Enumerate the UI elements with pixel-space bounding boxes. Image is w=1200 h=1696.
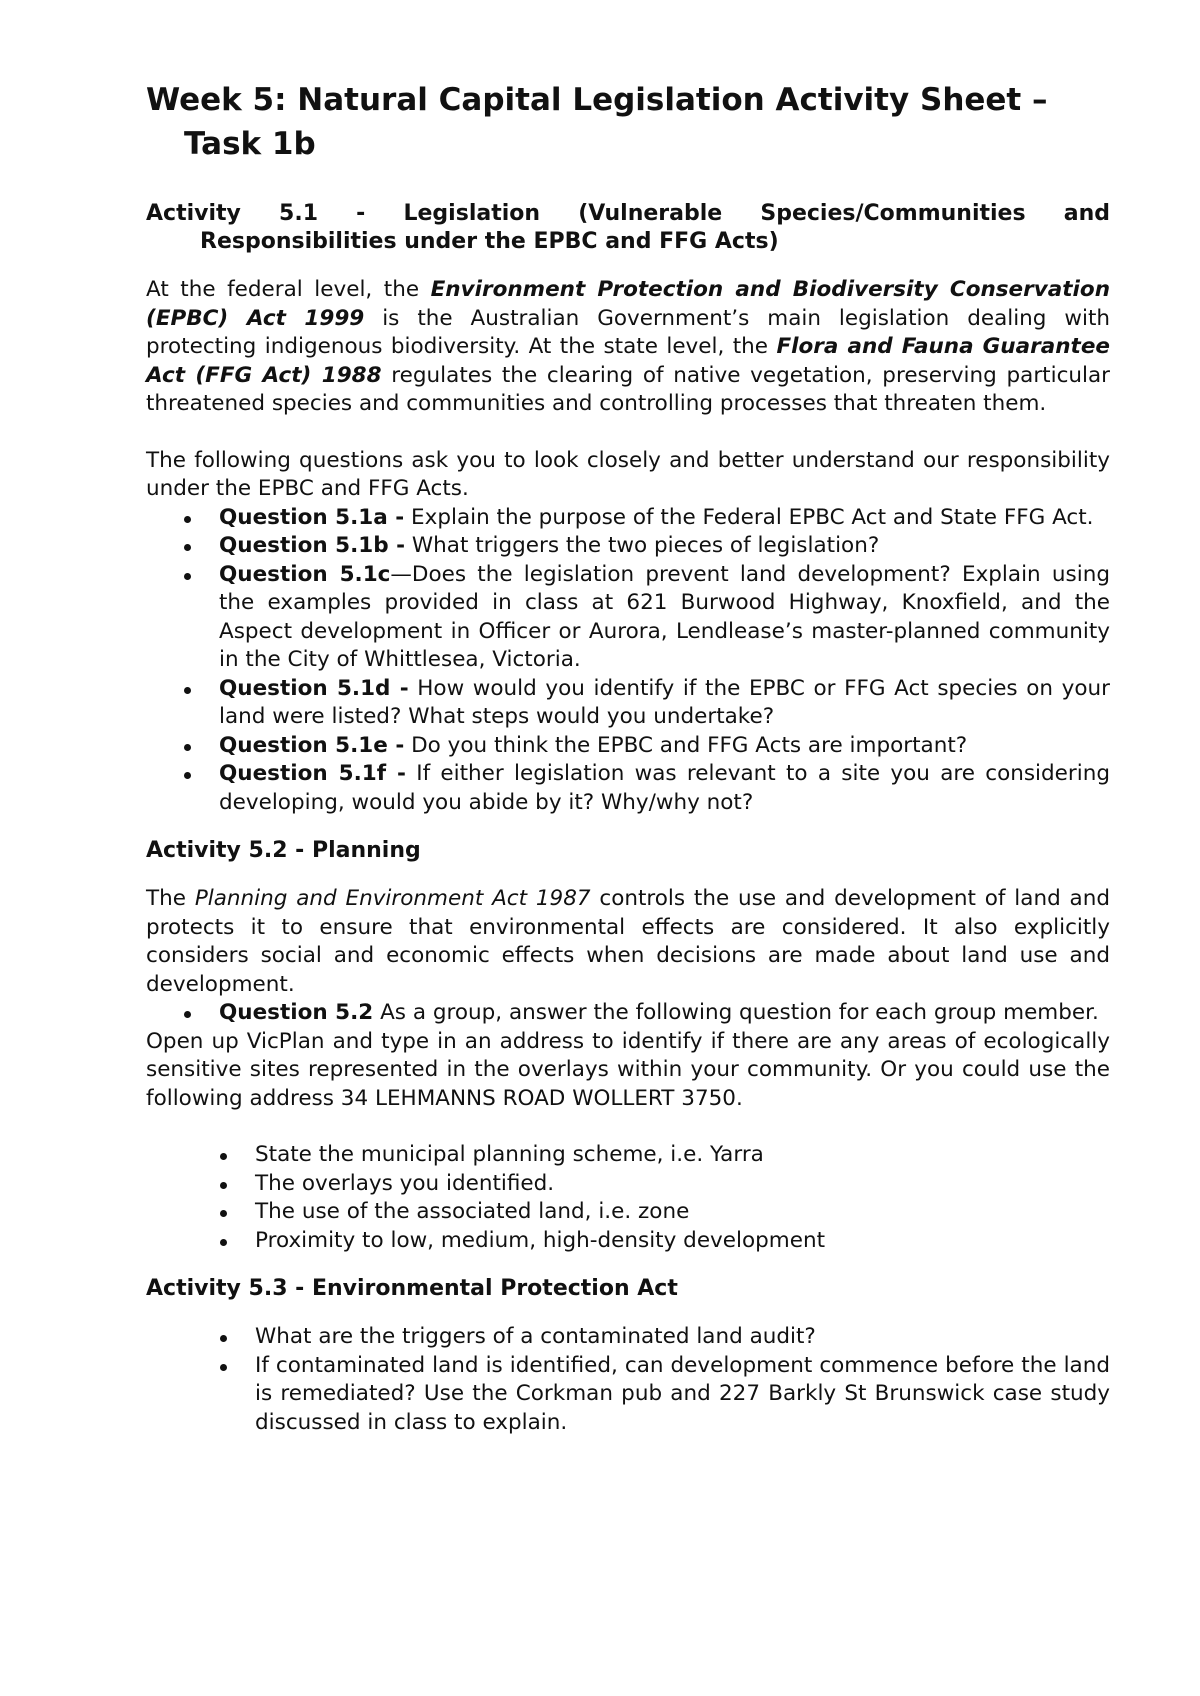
list-item: The overlays you identified. <box>146 1170 1110 1199</box>
question-5-2 <box>146 999 1110 1028</box>
bullet-icon <box>220 1210 227 1217</box>
activity-5-3-bullets <box>146 1323 1110 1437</box>
bullet-icon <box>220 1239 227 1246</box>
bullet-icon <box>220 1335 227 1342</box>
intro-text-2: controls the use and development of land and protects it to ensure that environmental effects are considered. It also explicitly considers social and economic effects when decisions are made about land use and development. <box>146 886 1110 997</box>
bullet-icon <box>220 1182 227 1189</box>
list-item: State the municipal planning scheme, i.e. Yarra <box>146 1141 1110 1170</box>
question-label: Question 5.1e - <box>219 732 405 758</box>
question-text: —Does the legislation prevent land development? Explain using the examples provided in class at 621 Burwood Highway, Knoxfield, and the Aspect development in Officer or Aurora, Lendlease’s master-planned community in the City of Whittlesea, Victoria. <box>219 561 1110 672</box>
intro-text-1: At the federal level, the <box>146 277 431 302</box>
document-title: Week 5: Natural Capital Legislation Activity Sheet – Task 1b <box>146 82 1048 162</box>
bullet-icon <box>220 1364 227 1371</box>
question-5-1e <box>146 732 1110 761</box>
question-5-1a <box>146 504 1110 533</box>
activity-5-1-questions <box>146 504 1110 818</box>
activity-5-1 <box>146 200 1110 817</box>
intro-text-2: is the Australian Government’s main legislation dealing with protecting indigenous biodiversity. At the state level, the <box>146 305 1111 359</box>
question-label: Question 5.1f - <box>219 761 406 786</box>
bullet-icon <box>184 772 191 779</box>
bullet-icon <box>184 687 191 694</box>
question-label: Question 5.1a - <box>219 504 405 530</box>
intro-text-3: regulates the clearing of native vegetation, preserving particular threatened species and communities and controlling processes that threaten them. <box>146 362 1110 416</box>
question-5-1f <box>146 760 1110 817</box>
bullet-icon <box>184 1011 191 1018</box>
question-text: As a group, answer the following question for each group member. <box>373 1000 1099 1025</box>
bullet-icon <box>220 1153 227 1160</box>
question-label: Question 5.1b - <box>219 533 406 558</box>
question-label: Question 5.1c <box>219 561 391 587</box>
activity-5-3 <box>146 1275 1110 1437</box>
list-item: Proximity to low, medium, high-density development <box>146 1227 1110 1256</box>
list-item: What are the triggers of a contaminated land audit? <box>146 1323 1110 1352</box>
planning-act-name: Planning and Environment Act 1987 <box>194 886 591 911</box>
bullet-icon <box>184 573 191 580</box>
bullet-icon <box>184 516 191 523</box>
question-text: If either legislation was relevant to a site you are considering developing, would you abide by it? Why/why not? <box>219 761 1110 815</box>
activity-5-1-lead-in: The following questions ask you to look closely and better understand our responsibility under the EPBC and FFG Acts. <box>146 447 1110 501</box>
activity-5-2-heading: Activity 5.2 - Planning <box>146 838 421 863</box>
activity-5-2-instructions: Open up VicPlan and type in an address to identify if there are any areas of ecologically sensitive sites represented in the overlays within your community. Or you could use the following address 34 LEHMANNS ROAD WOLLERT 3750. <box>146 1028 1110 1111</box>
activity-5-1-intro <box>146 276 1110 419</box>
activity-5-3-heading: Activity 5.3 - Environmental Protection Act <box>146 1276 678 1301</box>
activity-5-2-question <box>146 999 1110 1028</box>
intro-text-1: The <box>146 886 195 911</box>
list-item: The use of the associated land, i.e. zone <box>146 1198 1110 1227</box>
activity-5-2-intro <box>146 885 1110 999</box>
bullet-icon <box>184 744 191 751</box>
list-item: If contaminated land is identified, can development commence before the land is remediated? Use the Corkman pub and 227 Barkly St Brunswick case study discussed in class to explain. <box>146 1352 1110 1438</box>
activity-5-2-bullets <box>146 1141 1110 1255</box>
question-label: Question 5.2 <box>219 1000 374 1025</box>
activity-5-2 <box>146 837 1110 1255</box>
question-text: How would you identify if the EPBC or FFG Act species on your land were listed? What steps would you undertake? <box>219 675 1110 729</box>
activity-5-1-heading: Activity 5.1 - Legislation (Vulnerable Species/Communities and Responsibilities under the EPBC and FFG Acts) <box>146 201 1110 254</box>
ffg-act-name: Flora and Fauna Guarantee Act (FFG Act) 1988 <box>146 334 1110 388</box>
question-text: Explain the purpose of the Federal EPBC Act and State FFG Act. <box>404 504 1094 530</box>
question-text: Do you think the EPBC and FFG Acts are important? <box>404 732 968 758</box>
question-5-1c <box>146 561 1110 675</box>
question-label: Question 5.1d - <box>219 675 409 701</box>
question-5-1d <box>146 675 1110 732</box>
epbc-act-name: Environment Protection and Biodiversity Conservation (EPBC) Act 1999 <box>146 277 1110 331</box>
bullet-icon <box>184 544 191 551</box>
question-text: What triggers the two pieces of legislation? <box>405 533 880 558</box>
question-5-1b <box>146 532 1110 561</box>
